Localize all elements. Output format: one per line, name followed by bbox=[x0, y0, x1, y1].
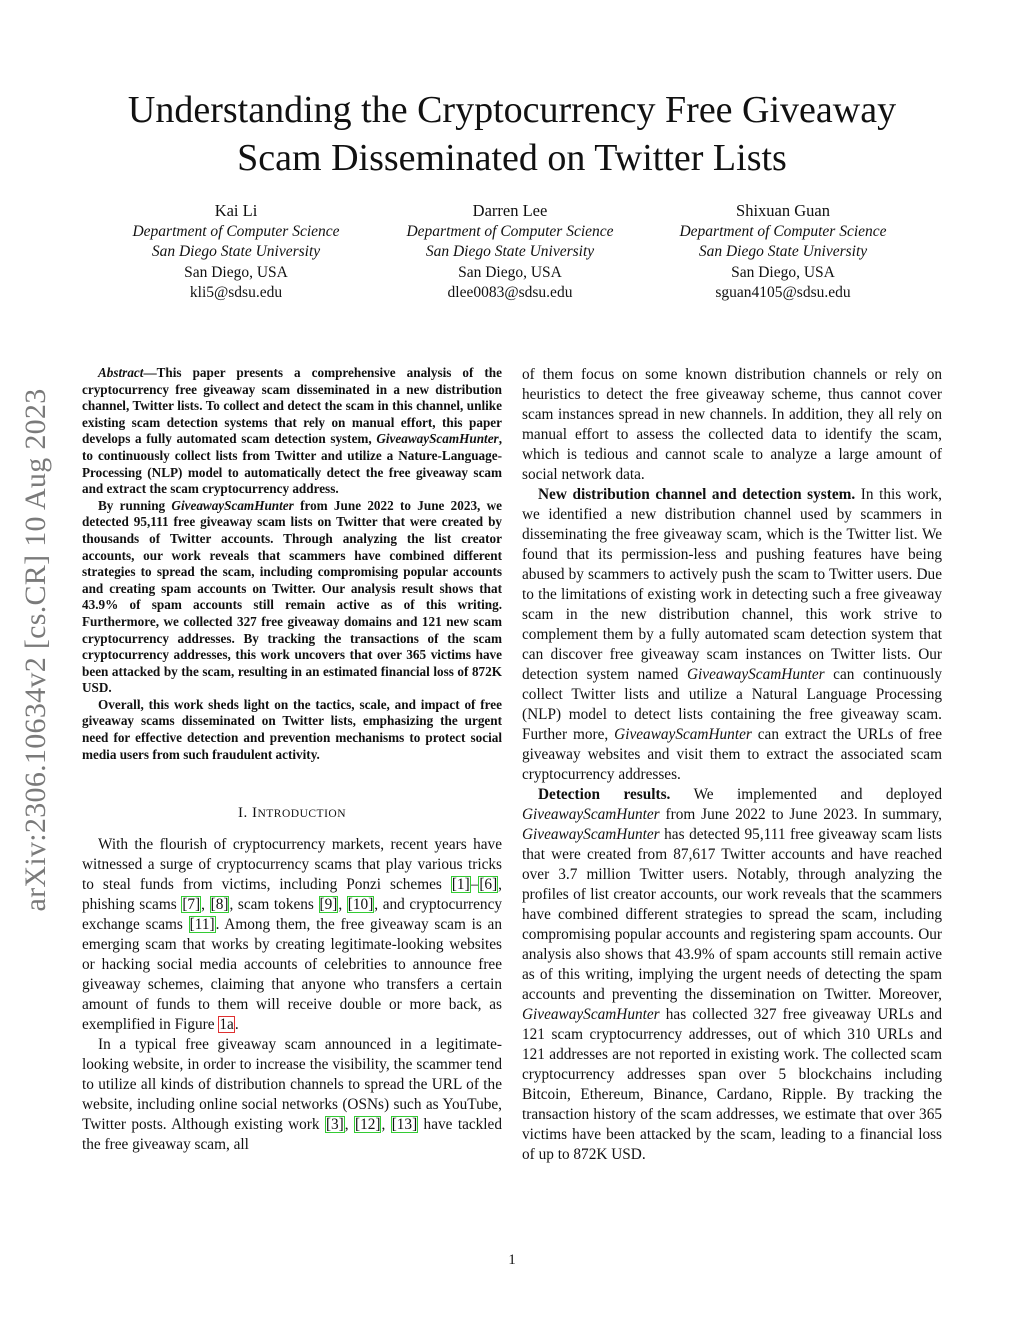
author-email: kli5@sdsu.edu bbox=[189, 284, 283, 301]
author-name: Shixuan Guan bbox=[736, 201, 830, 220]
system-name: GiveawayScamHunter bbox=[171, 497, 294, 513]
body-paragraph bbox=[522, 485, 942, 785]
citation-link[interactable]: [13] bbox=[391, 1116, 418, 1134]
intro-paragraph bbox=[82, 835, 502, 1035]
section-title-rest: NTRODUCTION bbox=[257, 808, 347, 821]
body-text: have tackled the free giveaway scam, all bbox=[82, 1116, 502, 1154]
abstract-label: Abstract bbox=[98, 365, 144, 380]
paragraph-lead: New distribution channel and detection system. bbox=[538, 486, 856, 503]
body-text: has collected 327 free giveaway URLs and 121 scam cryptocurrency addresses, out of which 310 URLs and 121 addresses are not reported in existing work. The collected scam cryptocurrency addresses span over 5 blockchains including Bitcoin, Ethereum, Binance, Cardano, Ripple. By tracking the transaction history of the scam addresses, we estimate that over 365 victims have been attacked by the scam, leading to a financial loss of up to 872K USD. bbox=[522, 1006, 942, 1163]
body-text: , bbox=[201, 896, 210, 914]
figure-link[interactable]: 1a bbox=[219, 1016, 234, 1034]
body-text: . bbox=[234, 1016, 239, 1034]
citation-link[interactable]: [11] bbox=[189, 916, 215, 934]
citation-link[interactable]: [7] bbox=[182, 896, 201, 914]
citation-link[interactable]: [12] bbox=[354, 1116, 381, 1134]
body-text: from June 2022 to June 2023. In summary, bbox=[659, 806, 942, 823]
author-block bbox=[380, 201, 640, 304]
author-name: Darren Lee bbox=[472, 201, 548, 220]
system-name: GiveawayScamHunter bbox=[686, 666, 825, 683]
body-text: – bbox=[470, 876, 479, 894]
right-column bbox=[522, 365, 942, 1165]
paragraph-lead: Detection results. bbox=[538, 786, 671, 803]
arxiv-id: arXiv:2306.10634v2 [cs.CR] 10 Aug 2023 bbox=[19, 388, 52, 912]
abstract-paragraph bbox=[82, 498, 502, 697]
author-university: San Diego State University bbox=[151, 243, 321, 260]
abstract-paragraph bbox=[82, 365, 502, 498]
author-department: Department of Computer Science bbox=[406, 222, 614, 240]
author-city: San Diego, USA bbox=[458, 263, 562, 281]
system-name: GiveawayScamHunter bbox=[522, 806, 660, 823]
body-text: . Among them, the free giveaway scam is an emerging scam that works by creating legitimate-looking websites or hacking social media accounts of celebrities to announce free giveaway schemes, claiming that anyone who transfers a certain amount of funds to them will receive double or more back, as exemplified in Figure bbox=[82, 916, 502, 1034]
citation-link[interactable]: [6] bbox=[479, 876, 498, 894]
arxiv-stamp bbox=[14, 350, 58, 950]
body-text: , bbox=[381, 1116, 391, 1134]
body-text: , phishing scams bbox=[82, 876, 502, 914]
citation-link[interactable]: [10] bbox=[347, 896, 374, 914]
intro-paragraph bbox=[82, 1035, 502, 1155]
section-heading bbox=[82, 803, 502, 824]
system-name: GiveawayScamHunter bbox=[522, 1006, 660, 1023]
author-university: San Diego State University bbox=[425, 243, 595, 260]
left-column bbox=[82, 365, 502, 1155]
body-text: In a typical free giveaway scam announced in a legitimate-looking website, in order to increase the visibility, the scammer tend to utilize all kinds of distribution channels to spread the URL of the website, including online social networks (OSNs) such as YouTube, Twitter posts. Although existing work bbox=[82, 1036, 502, 1134]
paper-title bbox=[60, 86, 964, 182]
page-number: 1 bbox=[508, 1252, 516, 1268]
abstract-paragraph: Overall, this work sheds light on the tactics, scale, and impact of free giveaway scams disseminated on Twitter lists, emphasizing the urgent need for effective detection and prevention mechanisms to protect social media users from such fraudulent activity. bbox=[82, 696, 502, 762]
author-email: dlee0083@sdsu.edu bbox=[447, 284, 573, 301]
author-block bbox=[106, 201, 366, 304]
body-text: We implemented and deployed bbox=[670, 786, 943, 803]
author-email: sguan4105@sdsu.edu bbox=[715, 284, 851, 301]
body-text: , scam tokens bbox=[229, 896, 319, 914]
author-city: San Diego, USA bbox=[184, 263, 288, 281]
author-name: Kai Li bbox=[214, 201, 258, 220]
body-text: In this work, we identified a new distribution channel used by scammers in disseminating the free giveaway scam, which is the Twitter list. We found that its permission-less and pushing features have being abused by scammers to actively push the scam to Twitter users. Due to the limitations of existing work in detecting such a free giveaway scam in the new distribution channel, this work strive to complement them by a fully automated scam detection system that can discover free giveaway scam instances on Twitter lists. Our detection system named bbox=[522, 486, 942, 683]
body-text: With the flourish of cryptocurrency markets, recent years have witnessed a surge of cryptocurrency scams that play various tricks to steal funds from victims, including Ponzi schemes bbox=[82, 836, 502, 894]
body-text: can extract the URLs of free giveaway websites and visit them to extract the associated scam cryptocurrency addresses. bbox=[522, 726, 943, 783]
system-name: GiveawayScamHunter bbox=[376, 431, 499, 447]
abstract-dash: — bbox=[143, 365, 157, 380]
body-paragraph: of them focus on some known distribution channels or rely on heuristics to detect the free giveaway scheme, thus cannot cover scam instances spread in new channels. In addition, they all rely on manual effort to assess the collected data to identify the scam, which is tedious and cannot scale to analyze a large amount of social network data. bbox=[522, 366, 942, 483]
body-text: , and cryptocurrency exchange scams bbox=[82, 896, 503, 934]
author-department: Department of Computer Science bbox=[679, 222, 887, 240]
abstract-text: from June 2022 to June 2023, we detected 95,111 free giveaway scam lists on Twitter that were created by thousands of Twitter accounts. Through analyzing the list creator accounts, our work reveals that scammers have combined different strategies to spread the scam, including compromising popular accounts and creating spam accounts on Twitter. Our analysis result shows that 43.9% of spam accounts still remain active as of this writing. Furthermore, we collected 327 free giveaway domains and 121 new scam cryptocurrency addresses. By tracking the transactions of the scam cryptocurrency addresses, this work uncovers that over 365 victims have been attacked by the scam, resulting in an estimated financial loss of 872K USD. bbox=[82, 497, 502, 696]
author-university: San Diego State University bbox=[698, 243, 868, 260]
title-line-1: Understanding the Cryptocurrency Free Giveaway bbox=[127, 89, 897, 131]
body-text: , bbox=[344, 1116, 354, 1134]
abstract-text: By running bbox=[98, 497, 172, 513]
title-line-2: Scam Disseminated on Twitter Lists bbox=[237, 137, 787, 179]
section-number: I. bbox=[237, 805, 252, 822]
section-title-initial: I bbox=[251, 805, 258, 822]
body-paragraph bbox=[522, 785, 942, 1165]
body-text: can continuously collect Twitter lists and utilize a Natural Language Processing (NLP) model to detect lists containing the free giveaway scam. Further more, bbox=[522, 666, 942, 743]
author-block bbox=[653, 201, 913, 304]
author-city: San Diego, USA bbox=[731, 263, 835, 281]
citation-link[interactable]: [3] bbox=[325, 1116, 344, 1134]
body-text: has detected 95,111 free giveaway scam lists that were created from 87,617 Twitter accounts and have reached over 3.7 million Twitter users. Notably, through analyzing the profiles of list creator accounts, our work reveals that the scammers have combined different strategies to spread the scam, including compromising popular accounts and registering spam accounts. Our analysis also shows that 43.9% of spam accounts still remain active as of this writing, implying the urgent needs of detecting the spam accounts and preventing the dissemination on Twitter. Moreover, bbox=[522, 826, 942, 1003]
author-department: Department of Computer Science bbox=[132, 222, 340, 240]
system-name: GiveawayScamHunter bbox=[522, 826, 660, 843]
citation-link[interactable]: [1] bbox=[451, 876, 470, 894]
system-name: GiveawayScamHunter bbox=[614, 726, 752, 743]
citation-link[interactable]: [9] bbox=[319, 896, 338, 914]
abstract-text: This paper presents a comprehensive analysis of the cryptocurrency free giveaway scam disseminated in a new distribution channel, Twitter lists. To collect and detect the scam in this channel, unlike existing scam detection systems that rely on manual effort, this paper develops a fully automated scam detection system, bbox=[82, 365, 502, 447]
body-text: , bbox=[338, 896, 347, 914]
citation-link[interactable]: [8] bbox=[210, 896, 229, 914]
abstract-text: , to continuously collect lists from Twitter and utilize a Nature-Language-Processing (NLP) model to automatically detect the free giveaway scam and extract the scam cryptocurrency address. bbox=[82, 431, 502, 497]
